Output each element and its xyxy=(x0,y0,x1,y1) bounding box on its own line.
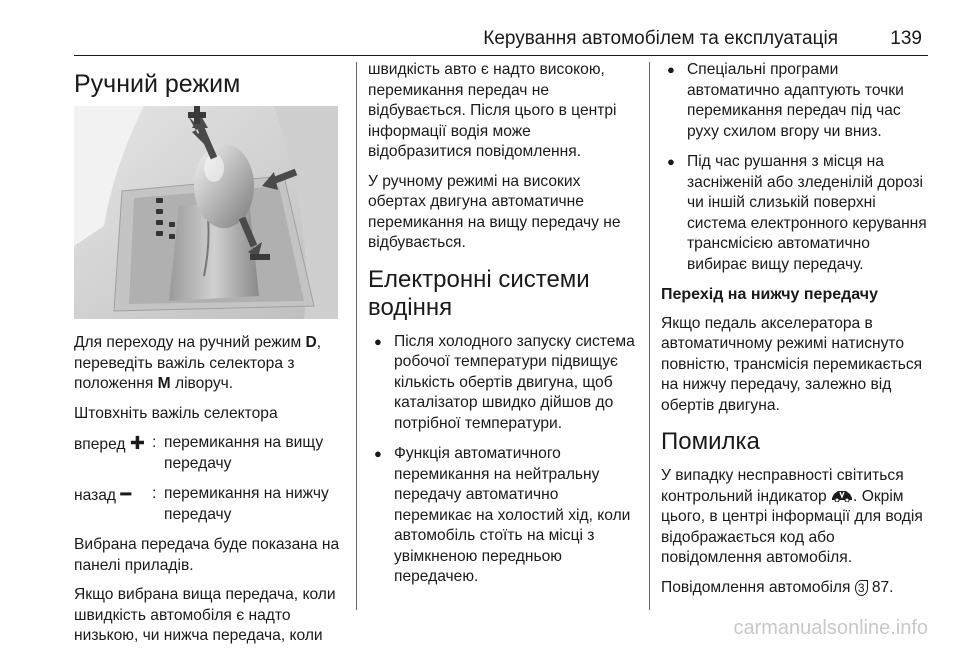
gear-selector-illustration xyxy=(74,106,338,319)
column-3 xyxy=(661,60,933,607)
bullet-icon: ● xyxy=(374,333,382,349)
header-rule xyxy=(74,55,928,56)
bullet-icon: ● xyxy=(667,154,675,169)
definition-forward: вперед ✚ : перемикання на вищу передачу xyxy=(74,433,324,472)
paragraph-vehicle-messages: Повідомлення автомобіля 3 87. xyxy=(661,578,894,596)
section-heading-manual-mode: Ручний режим xyxy=(74,70,241,98)
paragraph-switch-manual: Для переходу на ручний режим D, переведіть важіль селектора з положення M ліворуч. xyxy=(74,334,322,392)
paragraph-kickdown: Якщо педаль акселератора в автоматичному режимі натиснуто повністю, трансмісія перемикається на нижчу передачу, залежно від обертів двигуна. xyxy=(661,314,923,414)
bullet-list xyxy=(661,60,933,275)
bullet-list xyxy=(368,332,636,588)
gear-lever-image xyxy=(74,106,338,319)
column-1 xyxy=(74,60,344,656)
section-heading-fault: Помилка xyxy=(661,428,760,455)
section-heading-electronic-systems: Електронні системи водіння xyxy=(368,265,590,321)
plus-icon: ✚ xyxy=(129,433,145,453)
minus-icon: ━ xyxy=(120,484,132,504)
list-item: ● Після холодного запуску система робочої температури підвищує кількість обертів двигуна, щоб каталізатор швидко дійшов до потрібної температури. xyxy=(374,332,635,432)
subsection-heading-kickdown: Перехід на нижчу передачу xyxy=(661,286,878,303)
minus-icon xyxy=(250,254,270,260)
list-item: ● Спеціальні програми автоматично адаптують точки перемикання передач під час руху схилом вгору чи вниз. xyxy=(667,61,904,140)
definition-list xyxy=(74,433,344,525)
bullet-icon: ● xyxy=(374,446,382,461)
paragraph-push-lever: Штовхніть важіль селектора xyxy=(74,404,278,422)
column-divider xyxy=(649,62,650,610)
watermark: carmanualsonline.info xyxy=(733,617,928,639)
transmission-warning-car-icon xyxy=(831,488,853,502)
column-divider xyxy=(356,62,357,610)
running-title: Керування автомобілем та експлуатація xyxy=(483,28,838,49)
definition-back: назад ━ : перемикання на нижчу передачу xyxy=(74,484,329,523)
paragraph-high-rpm: У ручному режимі на високих обертах двигуна автоматичне перемикання на вищу передачу не відбувається. xyxy=(368,172,621,251)
page-reference-icon[interactable]: 3 xyxy=(855,580,868,596)
page-header xyxy=(0,0,960,58)
column-2 xyxy=(368,60,636,598)
paragraph-continued: швидкість авто є надто високою, перемикання передач не відбувається. Після цього в центрі інформації водія може відобразитися повідомлення. xyxy=(368,61,617,160)
list-item: ● Під час рушання з місця на засніженій або зледенілій дорозі чи іншій слизькій поверхні система електронного керування трансмісією автоматично вибирає вищу передачу. xyxy=(667,153,927,273)
paragraph-fault: У випадку несправності світиться контрольний індикатор . Окрім цього, в центрі інформації для водія відображається код або повідомлення автомобіля. xyxy=(661,467,923,566)
page-number: 139 xyxy=(890,28,922,49)
bullet-icon: ● xyxy=(667,62,675,77)
paragraph-gear-display: Вибрана передача буде показана на панелі приладів. xyxy=(74,536,340,574)
list-item: ● Функція автоматичного перемикання на нейтральну передачу автоматично перемикає на холостий хід, коли автомобіль стоїть на місці з увімкненою передньою передачею. xyxy=(374,445,631,585)
paragraph-gear-warning: Якщо вибрана вища передача, коли швидкість автомобіля є надто низькою, чи нижча передача, коли xyxy=(74,586,336,644)
